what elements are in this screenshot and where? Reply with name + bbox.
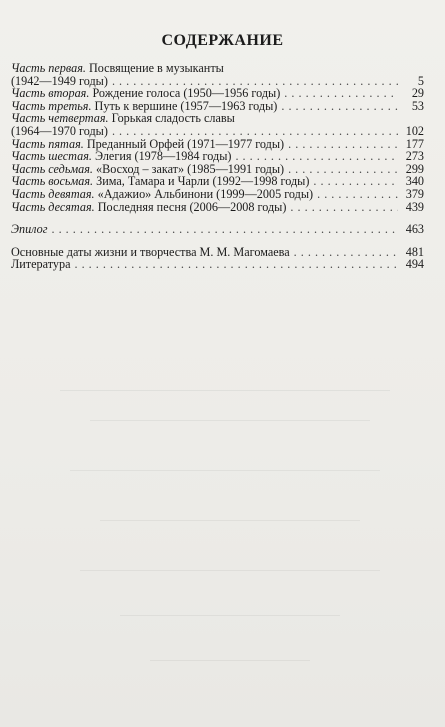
dot-leader	[284, 87, 398, 100]
dot-leader	[112, 125, 398, 138]
toc-entry-epilogue	[11, 223, 424, 236]
part-title: «Восход – закат» (1985—1991 годы)	[96, 161, 285, 176]
dot-leader	[288, 138, 398, 151]
part-title: «Адажио» Альбинони (1999—2005 годы)	[97, 186, 314, 201]
part-title: Зима, Тамара и Чарли (1992—1998 годы)	[96, 174, 310, 189]
dot-leader	[74, 258, 398, 271]
part-title: Горькая сладость славы	[111, 111, 235, 126]
part-label: Часть восьмая.	[11, 174, 94, 189]
bleed-through-line	[90, 420, 370, 421]
epilogue-label: Эпилог	[11, 222, 48, 237]
page-number: 481	[405, 244, 424, 259]
page-title: СОДЕРЖАНИЕ	[161, 32, 284, 49]
toc-entry-part-6	[11, 150, 424, 163]
page-number: 340	[405, 174, 424, 189]
part-years: (1964—1970 годы)	[11, 123, 108, 138]
page-number: 29	[411, 86, 424, 101]
bleed-through-line	[60, 390, 390, 391]
toc-entry-part-9	[11, 188, 424, 201]
dot-leader	[235, 150, 398, 163]
part-label: Часть девятая.	[11, 186, 95, 201]
page-number: 177	[405, 136, 424, 151]
page-number: 439	[405, 199, 424, 214]
page-number: 53	[411, 98, 424, 113]
bleed-through-line	[100, 520, 360, 521]
page-number: 102	[405, 123, 424, 138]
bleed-through-line	[70, 470, 380, 471]
part-label: Часть четвертая.	[11, 111, 109, 126]
part-label: Часть вторая.	[11, 86, 90, 101]
page-number: 299	[405, 161, 424, 176]
part-label: Часть третья.	[11, 98, 92, 113]
entry-title: Основные даты жизни и творчества М. М. Магомаева	[11, 244, 290, 259]
page-number: 494	[405, 257, 424, 272]
dot-leader	[281, 100, 398, 113]
dot-leader	[294, 246, 398, 259]
part-title: Преданный Орфей (1971—1977 годы)	[86, 136, 285, 151]
part-title: Посвящение в музыканты	[88, 61, 224, 75]
part-title: Последняя песня (2006—2008 годы)	[97, 199, 287, 214]
page-number: 463	[405, 222, 424, 237]
toc-entry-literature	[11, 258, 424, 271]
dot-leader	[290, 201, 398, 214]
page-number: 5	[417, 73, 424, 88]
toc-entry-part-10	[11, 201, 424, 214]
toc-entry-part-1	[11, 62, 424, 87]
part-title: Рождение голоса (1950—1956 годы)	[92, 86, 281, 101]
bleed-through-line	[80, 570, 380, 571]
toc-entry-part-4	[11, 112, 424, 137]
page-number: 273	[405, 149, 424, 164]
part-label: Часть седьмая.	[11, 161, 93, 176]
bleed-through-line	[150, 660, 310, 661]
toc-entry-part-2	[11, 87, 424, 100]
part-label: Часть первая.	[11, 61, 86, 75]
dot-leader	[51, 223, 398, 236]
table-of-contents	[11, 62, 424, 271]
part-title: Путь к вершине (1957—1963 годы)	[94, 98, 278, 113]
toc-entry-chronology	[11, 246, 424, 259]
part-label: Часть пятая.	[11, 136, 84, 151]
bleed-through-line	[120, 615, 340, 616]
dot-leader	[317, 188, 398, 201]
page-number: 379	[405, 186, 424, 201]
part-label: Часть шестая.	[11, 149, 92, 164]
entry-title: Литература	[11, 257, 71, 272]
part-title: Элегия (1978—1984 годы)	[94, 149, 232, 164]
part-label: Часть десятая.	[11, 199, 95, 214]
part-years: (1942—1949 годы)	[11, 73, 108, 88]
dot-leader	[313, 175, 398, 188]
